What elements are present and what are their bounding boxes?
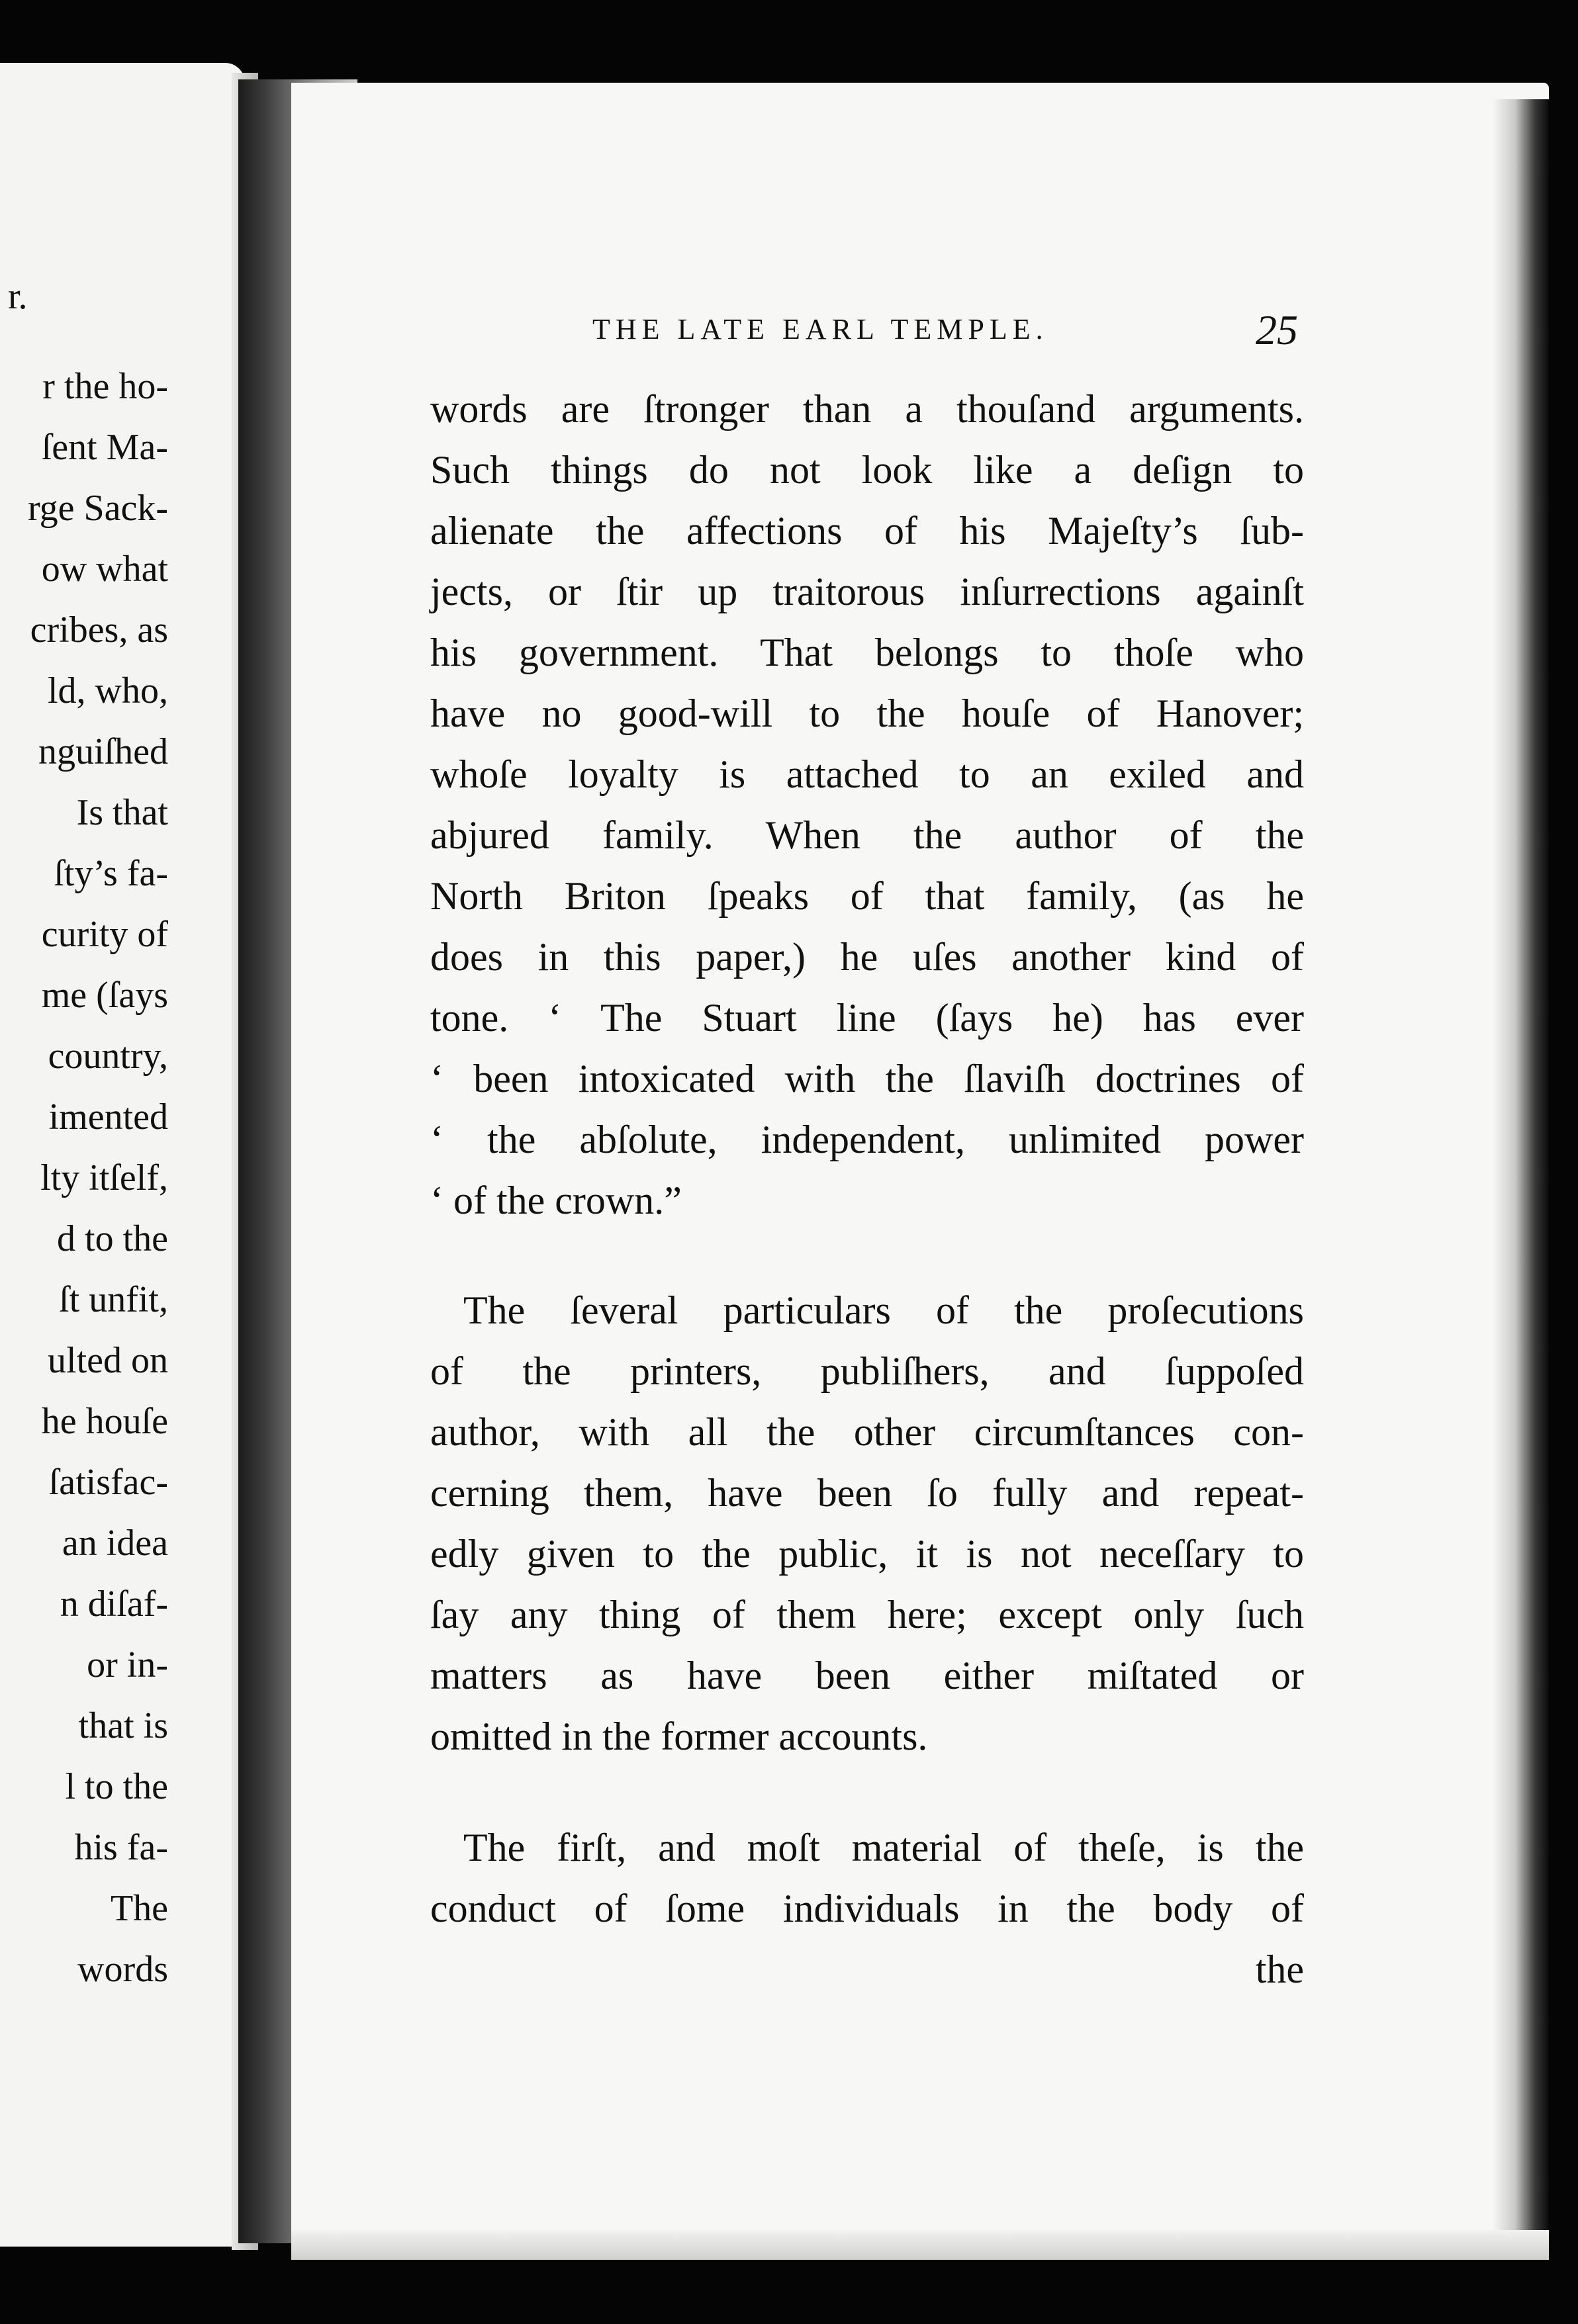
left-page-line: lty itſelf,: [40, 1157, 168, 1198]
text-line: cerning them, have been ſo fully and repeat-: [430, 1471, 1304, 1515]
text-line: does in this paper,) he uſes another kind of: [430, 935, 1304, 979]
text-line: ‘ the abſolute, independent, unlimited power: [430, 1118, 1304, 1161]
text-line: edly given to the public, it is not neceſſary to: [430, 1532, 1304, 1576]
text-line: have no good-will to the houſe of Hanover;: [430, 692, 1304, 735]
left-page-line: The: [110, 1888, 168, 1929]
left-page-line: ſatisfac-: [48, 1462, 168, 1503]
text-line: of the printers, publiſhers, and ſuppoſed: [430, 1349, 1304, 1393]
page-number: 25: [1256, 306, 1298, 353]
text-line: author, with all the other circumſtances con-: [430, 1410, 1304, 1454]
left-page-line: r the ho-: [42, 366, 168, 407]
left-page-line: he houſe: [41, 1401, 168, 1442]
left-page-line: r.: [8, 276, 28, 317]
left-page-line: rge Sack-: [28, 488, 168, 529]
text-line: The ſeveral particulars of the proſecutions: [463, 1288, 1304, 1332]
left-page-line: ulted on: [48, 1340, 168, 1381]
text-line: matters as have been either miſtated or: [430, 1654, 1304, 1697]
text-line: conduct of ſome individuals in the body of: [430, 1887, 1304, 1930]
text-line: North Briton ſpeaks of that family, (as he: [430, 874, 1304, 918]
left-page-line: imented: [48, 1096, 168, 1138]
left-page-line: curity of: [41, 914, 168, 955]
text-line: alienate the affections of his Majeſty’s ſub-: [430, 509, 1304, 553]
text-line: The firſt, and moſt material of theſe, is the: [463, 1826, 1304, 1869]
text-line: his government. That belongs to thoſe who: [430, 631, 1304, 674]
left-page-line: Is that: [76, 792, 168, 833]
running-title: THE LATE EARL TEMPLE.: [592, 313, 1048, 345]
left-page-line: ſty’s fa-: [54, 853, 168, 894]
text-line: ‘ been intoxicated with the ſlaviſh doctrines of: [430, 1057, 1304, 1100]
left-page-line: an idea: [62, 1523, 168, 1564]
left-page-line: ld, who,: [48, 670, 168, 711]
text-line: ‘ of the crown.”: [430, 1179, 682, 1222]
left-page-line: cribes, as: [30, 609, 168, 650]
text-line: Such things do not look like a deſign to: [430, 448, 1304, 492]
left-page-line: me (ſays: [41, 975, 168, 1016]
left-page-line: country,: [48, 1036, 168, 1077]
right-page-bottom-edge: [291, 2230, 1549, 2260]
text-line: words are ſtronger than a thouſand arguments.: [430, 387, 1304, 431]
text-line: abjured family. When the author of the: [430, 813, 1304, 857]
left-page-line: ſt unfit,: [59, 1279, 168, 1320]
left-page-line: ow what: [41, 549, 168, 590]
left-page-line: d to the: [57, 1218, 168, 1259]
left-page-line: ſent Ma-: [41, 427, 168, 468]
text-line: whoſe loyalty is attached to an exiled and: [430, 752, 1304, 796]
left-page-line: his fa-: [74, 1827, 168, 1868]
left-page-line: n diſaf-: [60, 1584, 168, 1625]
text-line: tone. ‘ The Stuart line (ſays he) has ever: [430, 996, 1304, 1040]
left-page-line: l to the: [65, 1766, 168, 1807]
left-page-line: that is: [78, 1705, 168, 1746]
right-page-edge-shadow: [1493, 99, 1549, 2237]
left-page-line: or in-: [87, 1644, 168, 1685]
left-page-line: nguiſhed: [38, 731, 168, 772]
catchword: the: [1255, 1947, 1304, 1991]
text-line: jects, or ſtir up traitorous inſurrections againſt: [430, 570, 1304, 613]
text-line: omitted in the former accounts.: [430, 1715, 928, 1758]
text-line: ſay any thing of them here; except only ſuch: [430, 1593, 1304, 1636]
left-page-line: words: [77, 1949, 168, 1990]
